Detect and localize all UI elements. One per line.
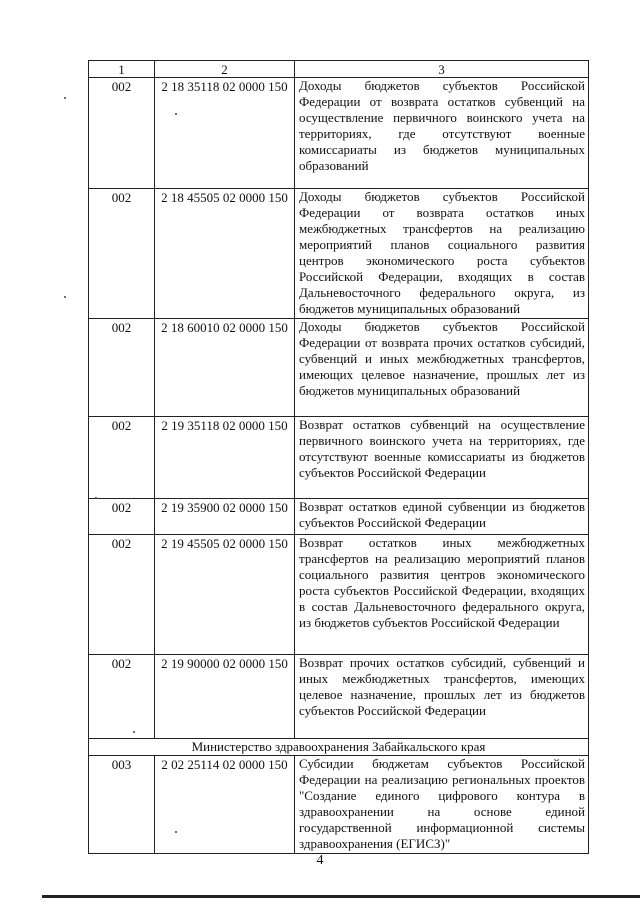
header-col-3: 3 (295, 61, 589, 78)
description-cell: Возврат остатков субвенций на осуществление первичного воинского учета на территориях, где отсутствуют военные комиссариаты из бюджетов субъектов Российской Федерации (295, 417, 589, 499)
kbk-code-cell: 2 02 25114 02 0000 150 (155, 756, 295, 854)
kbk-code-cell: 2 19 45505 02 0000 150 (155, 535, 295, 655)
header-col-1: 1 (89, 61, 155, 78)
admin-code-cell: 002 (89, 499, 155, 535)
table-row (89, 417, 589, 499)
page-number: 4 (316, 853, 324, 868)
kbk-code-cell: 2 19 90000 02 0000 150 (155, 655, 295, 739)
kbk-code-cell: 2 19 35118 02 0000 150 (155, 417, 295, 499)
description-cell: Субсидии бюджетам субъектов Российской Федерации на реализацию региональных проектов "Создание единого цифрового контура в здравоохранении на основе единой государственной информационной системы здравоохранения (ЕГИСЗ)" (295, 756, 589, 854)
table-header-row (89, 61, 589, 78)
scan-speck (95, 497, 97, 499)
admin-code-cell: 002 (89, 417, 155, 499)
kbk-code-cell: 2 18 60010 02 0000 150 (155, 319, 295, 417)
scan-speck (175, 113, 177, 115)
table-row (89, 319, 589, 417)
kbk-code-cell: 2 18 35118 02 0000 150 (155, 78, 295, 189)
table-row (89, 189, 589, 319)
table-row (89, 535, 589, 655)
description-cell: Возврат остатков иных межбюджетных трансфертов на реализацию мероприятий планов социального развития центров экономического роста субъектов Российской Федерации, входящих в состав Дальневосточного федерального округа, из бюджетов субъектов Российской Федерации (295, 535, 589, 655)
scan-speck (133, 731, 135, 733)
admin-code-cell: 002 (89, 319, 155, 417)
table-row (89, 655, 589, 739)
table-row (89, 499, 589, 535)
admin-code-cell: 002 (89, 78, 155, 189)
table-row (89, 78, 589, 189)
description-cell: Возврат прочих остатков субсидий, субвенций и иных межбюджетных трансфертов, имеющих целевое назначение, прошлых лет из бюджетов субъектов Российской Федерации (295, 655, 589, 739)
header-col-2: 2 (155, 61, 295, 78)
description-cell: Доходы бюджетов субъектов Российской Федерации от возврата остатков субвенций на осуществление первичного воинского учета на территориях, где отсутствуют военные комиссариаты из бюджетов муниципальных образований (295, 78, 589, 189)
description-cell: Возврат остатков единой субвенции из бюджетов субъектов Российской Федерации (295, 499, 589, 535)
table-body (89, 78, 589, 854)
bottom-border-line (42, 895, 640, 898)
scan-speck (175, 831, 177, 833)
admin-code-cell: 002 (89, 655, 155, 739)
kbk-code-cell: 2 18 45505 02 0000 150 (155, 189, 295, 319)
section-title: Министерство здравоохранения Забайкальского края (89, 739, 589, 756)
admin-code-cell: 003 (89, 756, 155, 854)
description-cell: Доходы бюджетов субъектов Российской Федерации от возврата остатков иных межбюджетных трансфертов на реализацию мероприятий планов социального развития центров экономического роста субъектов Российской Федерации, входящих в состав Дальневосточного федерального округа, из бюджетов муниципальных образований (295, 189, 589, 319)
admin-code-cell: 002 (89, 189, 155, 319)
description-cell: Доходы бюджетов субъектов Российской Федерации от возврата прочих остатков субсидий, субвенций и иных межбюджетных трансфертов, имеющих целевое назначение, прошлых лет из бюджетов муниципальных образований (295, 319, 589, 417)
scan-speck (64, 296, 66, 298)
table-row (89, 756, 589, 854)
section-header-row (89, 739, 589, 756)
scan-speck (64, 97, 66, 99)
budget-classification-table (88, 60, 589, 854)
kbk-code-cell: 2 19 35900 02 0000 150 (155, 499, 295, 535)
admin-code-cell: 002 (89, 535, 155, 655)
